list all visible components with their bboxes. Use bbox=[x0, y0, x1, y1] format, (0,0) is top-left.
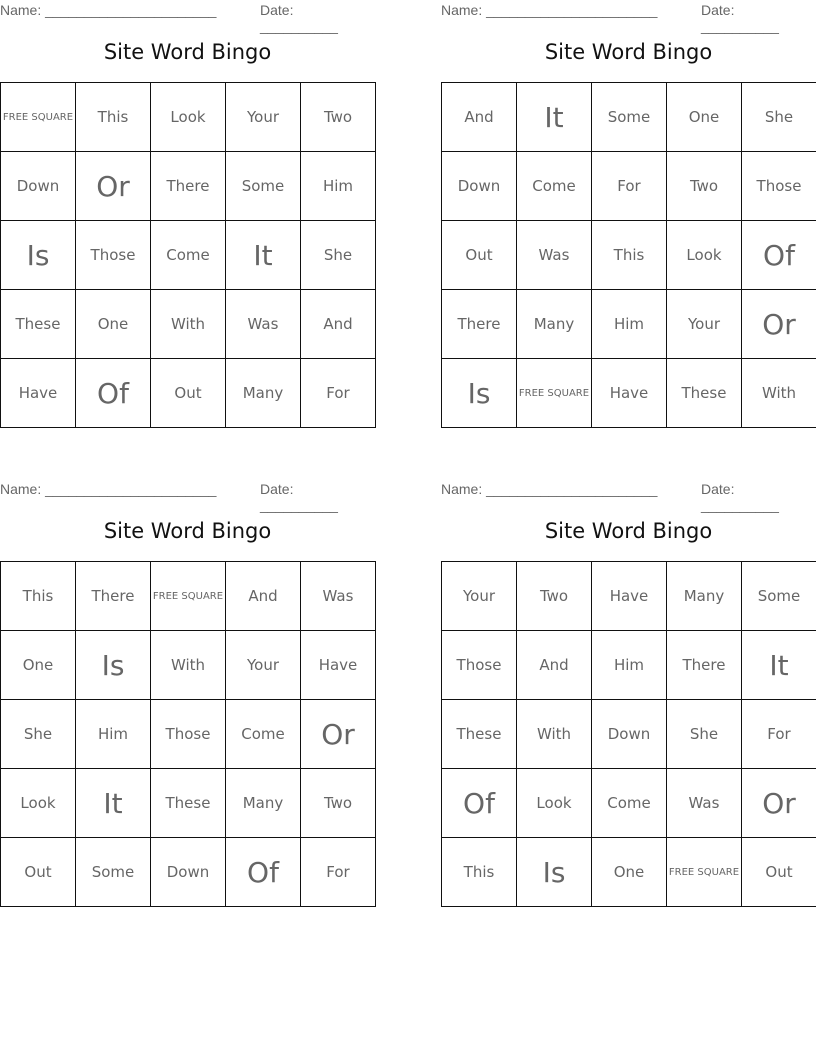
bingo-cell: Come bbox=[517, 152, 592, 221]
bingo-cell: Of bbox=[76, 359, 151, 428]
bingo-cell: Your bbox=[442, 562, 517, 631]
bingo-cell: Some bbox=[742, 562, 816, 631]
bingo-cell: It bbox=[76, 769, 151, 838]
bingo-cell: Two bbox=[301, 83, 376, 152]
bingo-cell: Out bbox=[1, 838, 76, 907]
bingo-cell: Some bbox=[226, 152, 301, 221]
bingo-cell: Down bbox=[442, 152, 517, 221]
bingo-cell: She bbox=[1, 700, 76, 769]
bingo-cell: Is bbox=[76, 631, 151, 700]
grid-row bbox=[1, 700, 376, 769]
free-square-cell: FREE SQUARE bbox=[667, 838, 742, 907]
name-date-line bbox=[441, 0, 816, 34]
bingo-cell: One bbox=[592, 838, 667, 907]
bingo-cell: Those bbox=[442, 631, 517, 700]
bingo-cell: Down bbox=[151, 838, 226, 907]
bingo-cell: Two bbox=[301, 769, 376, 838]
bingo-cell: Many bbox=[667, 562, 742, 631]
card-title: Site Word Bingo bbox=[103, 40, 272, 64]
card-title: Site Word Bingo bbox=[544, 40, 713, 64]
bingo-cell: Of bbox=[226, 838, 301, 907]
free-square-cell: FREE SQUARE bbox=[151, 562, 226, 631]
bingo-cell: One bbox=[76, 290, 151, 359]
bingo-grid bbox=[441, 561, 816, 907]
bingo-cell: And bbox=[442, 83, 517, 152]
bingo-cell: Look bbox=[517, 769, 592, 838]
bingo-cell: With bbox=[742, 359, 816, 428]
date-field-label: Date: __________ bbox=[260, 2, 338, 34]
bingo-cell: Those bbox=[151, 700, 226, 769]
bingo-cell: Some bbox=[76, 838, 151, 907]
bingo-cell: Him bbox=[592, 631, 667, 700]
bingo-cell: Or bbox=[742, 769, 816, 838]
grid-row bbox=[442, 359, 816, 428]
bingo-cell: Him bbox=[592, 290, 667, 359]
bingo-cell: This bbox=[76, 83, 151, 152]
name-date-line bbox=[441, 479, 816, 513]
grid-row bbox=[442, 700, 816, 769]
card-title: Site Word Bingo bbox=[103, 519, 272, 543]
bingo-cell: One bbox=[667, 83, 742, 152]
grid-row bbox=[1, 221, 376, 290]
grid-row bbox=[1, 769, 376, 838]
bingo-cell: She bbox=[667, 700, 742, 769]
bingo-cell: Your bbox=[226, 631, 301, 700]
bingo-cell: And bbox=[517, 631, 592, 700]
bingo-cell: Was bbox=[301, 562, 376, 631]
grid-row bbox=[1, 562, 376, 631]
bingo-cell: Have bbox=[1, 359, 76, 428]
bingo-cell: Was bbox=[226, 290, 301, 359]
bingo-cell: Your bbox=[226, 83, 301, 152]
grid-row bbox=[442, 290, 816, 359]
bingo-cell: For bbox=[301, 838, 376, 907]
name-date-line bbox=[0, 479, 375, 513]
date-field-label: Date: __________ bbox=[701, 2, 779, 34]
bingo-cell: One bbox=[1, 631, 76, 700]
bingo-cell: Your bbox=[667, 290, 742, 359]
bingo-cell: Have bbox=[592, 562, 667, 631]
name-field-label: Name: ______________________ bbox=[441, 2, 658, 18]
bingo-cell: These bbox=[1, 290, 76, 359]
grid-row bbox=[442, 83, 816, 152]
bingo-cell: Down bbox=[1, 152, 76, 221]
name-date-line bbox=[0, 0, 375, 34]
grid-row bbox=[1, 83, 376, 152]
grid-row bbox=[1, 838, 376, 907]
bingo-cell: Those bbox=[76, 221, 151, 290]
bingo-cell: Him bbox=[76, 700, 151, 769]
bingo-cell: She bbox=[301, 221, 376, 290]
grid-row bbox=[1, 290, 376, 359]
date-field-label: Date: __________ bbox=[701, 481, 779, 513]
bingo-cell: Many bbox=[226, 769, 301, 838]
bingo-cell: Look bbox=[1, 769, 76, 838]
bingo-cell: These bbox=[442, 700, 517, 769]
bingo-cell: And bbox=[226, 562, 301, 631]
bingo-cell: Many bbox=[517, 290, 592, 359]
bingo-cell: It bbox=[742, 631, 816, 700]
bingo-grid bbox=[441, 82, 816, 428]
bingo-cell: Of bbox=[742, 221, 816, 290]
bingo-cell: Two bbox=[517, 562, 592, 631]
date-field-label: Date: __________ bbox=[260, 481, 338, 513]
bingo-cell: It bbox=[517, 83, 592, 152]
bingo-cell: For bbox=[742, 700, 816, 769]
bingo-cell: Some bbox=[592, 83, 667, 152]
bingo-cell: With bbox=[151, 631, 226, 700]
bingo-cell: Out bbox=[742, 838, 816, 907]
bingo-cell: These bbox=[151, 769, 226, 838]
grid-row bbox=[1, 359, 376, 428]
bingo-grid bbox=[0, 82, 376, 428]
bingo-cell: There bbox=[151, 152, 226, 221]
bingo-cell: This bbox=[1, 562, 76, 631]
grid-row bbox=[442, 769, 816, 838]
free-square-cell: FREE SQUARE bbox=[1, 83, 76, 152]
grid-row bbox=[1, 631, 376, 700]
bingo-cell: Is bbox=[442, 359, 517, 428]
card-title: Site Word Bingo bbox=[544, 519, 713, 543]
bingo-cell: Two bbox=[667, 152, 742, 221]
free-square-cell: FREE SQUARE bbox=[517, 359, 592, 428]
name-field-label: Name: ______________________ bbox=[0, 2, 217, 18]
bingo-cell: Come bbox=[226, 700, 301, 769]
bingo-cell: She bbox=[742, 83, 816, 152]
grid-row bbox=[442, 562, 816, 631]
bingo-cell: Have bbox=[592, 359, 667, 428]
bingo-cell: With bbox=[517, 700, 592, 769]
bingo-cell: With bbox=[151, 290, 226, 359]
bingo-cell: Or bbox=[301, 700, 376, 769]
bingo-cell: Was bbox=[667, 769, 742, 838]
bingo-cell: There bbox=[667, 631, 742, 700]
bingo-cell: These bbox=[667, 359, 742, 428]
bingo-cell: Out bbox=[442, 221, 517, 290]
bingo-cell: Or bbox=[742, 290, 816, 359]
grid-row bbox=[442, 221, 816, 290]
bingo-cell: Him bbox=[301, 152, 376, 221]
bingo-cell: Look bbox=[667, 221, 742, 290]
bingo-cell: This bbox=[592, 221, 667, 290]
bingo-cell: For bbox=[301, 359, 376, 428]
bingo-cell: Out bbox=[151, 359, 226, 428]
bingo-cell: There bbox=[76, 562, 151, 631]
bingo-grid bbox=[0, 561, 376, 907]
bingo-cell: This bbox=[442, 838, 517, 907]
grid-row bbox=[1, 152, 376, 221]
bingo-cell: Many bbox=[226, 359, 301, 428]
bingo-cell: Look bbox=[151, 83, 226, 152]
bingo-cell: It bbox=[226, 221, 301, 290]
name-field-label: Name: ______________________ bbox=[441, 481, 658, 497]
grid-row bbox=[442, 838, 816, 907]
bingo-cell: Have bbox=[301, 631, 376, 700]
name-field-label: Name: ______________________ bbox=[0, 481, 217, 497]
bingo-cell: And bbox=[301, 290, 376, 359]
bingo-cell: Come bbox=[592, 769, 667, 838]
bingo-cell: Of bbox=[442, 769, 517, 838]
bingo-cell: For bbox=[592, 152, 667, 221]
bingo-cell: Was bbox=[517, 221, 592, 290]
grid-row bbox=[442, 152, 816, 221]
bingo-cell: Those bbox=[742, 152, 816, 221]
bingo-cell: Is bbox=[1, 221, 76, 290]
bingo-cell: Is bbox=[517, 838, 592, 907]
bingo-cell: Come bbox=[151, 221, 226, 290]
bingo-cell: There bbox=[442, 290, 517, 359]
bingo-cell: Down bbox=[592, 700, 667, 769]
grid-row bbox=[442, 631, 816, 700]
bingo-cell: Or bbox=[76, 152, 151, 221]
